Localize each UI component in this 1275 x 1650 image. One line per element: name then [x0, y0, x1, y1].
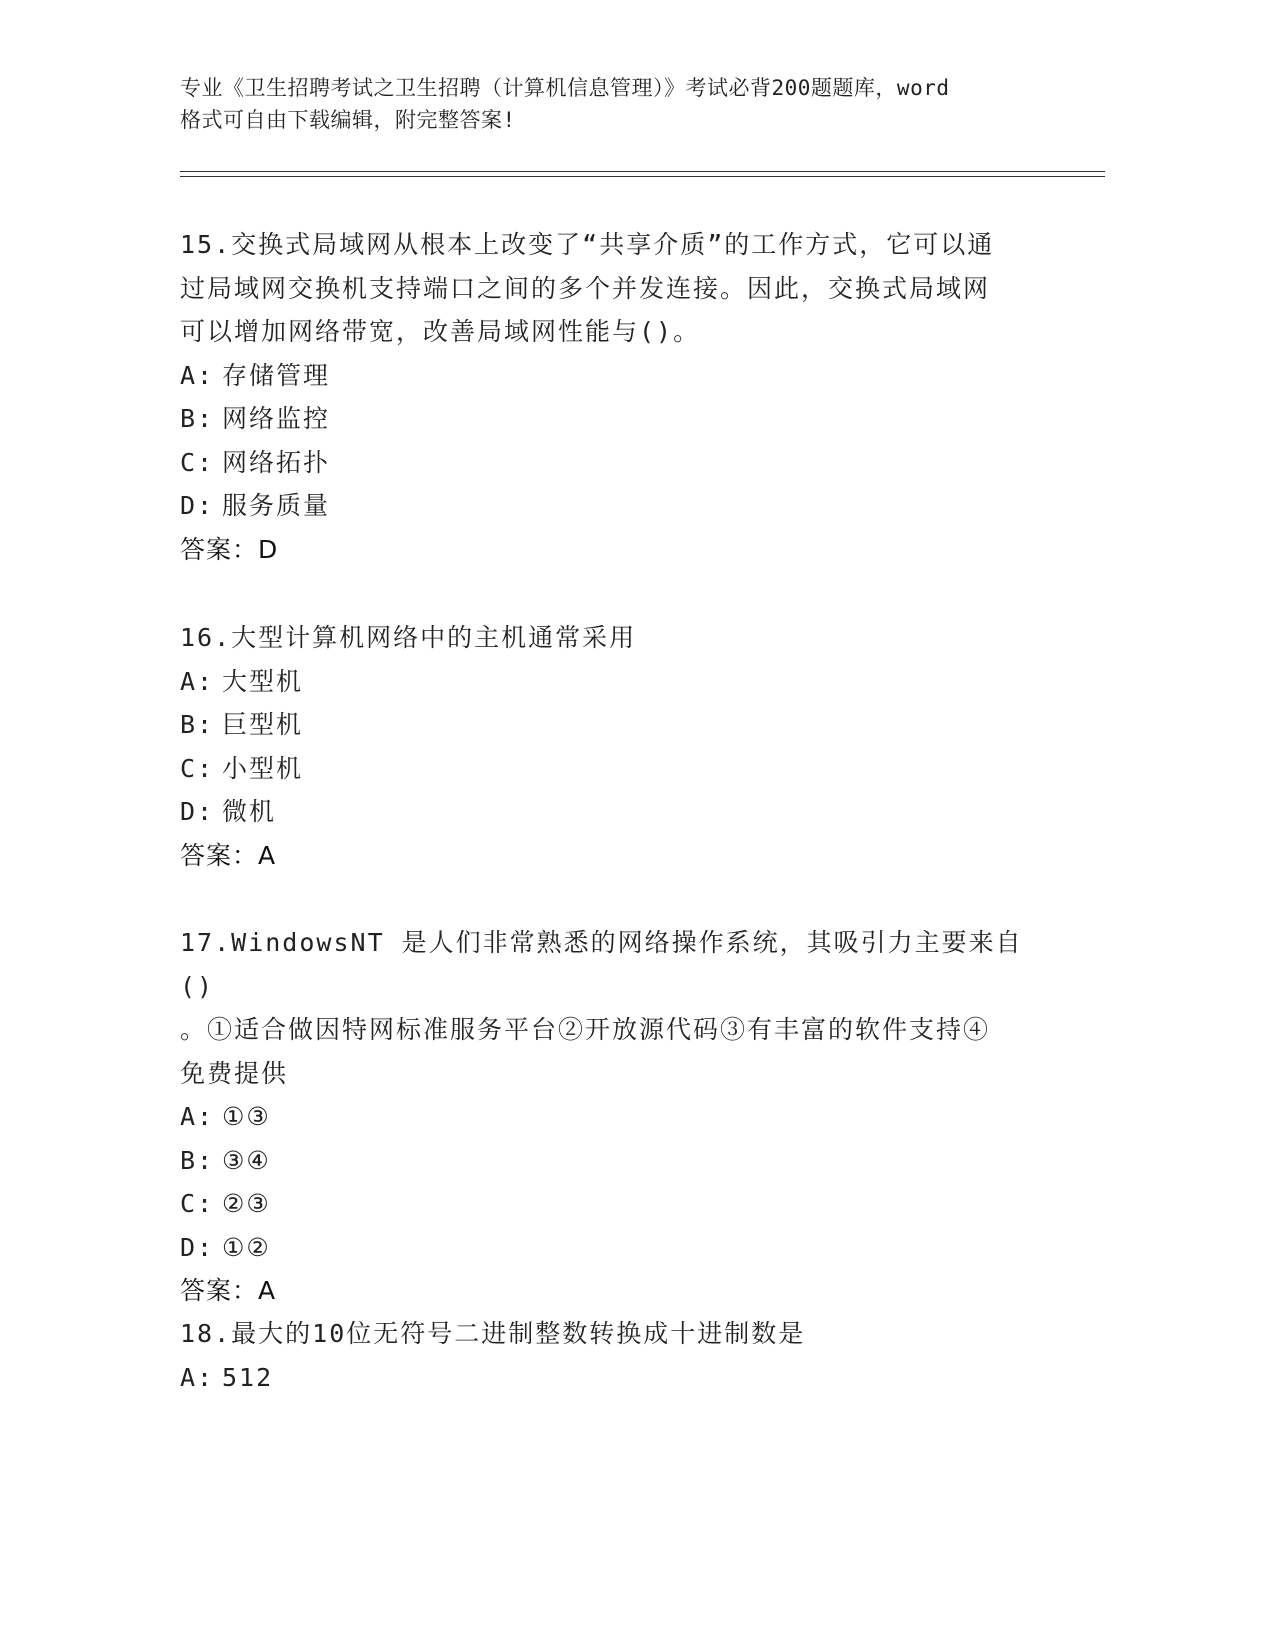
option-text: ①② [222, 1232, 271, 1262]
question-text [180, 616, 1040, 660]
option-text: ②③ [222, 1189, 271, 1218]
option-letter: A: [180, 1362, 215, 1392]
question-text [180, 223, 1040, 267]
option-b [180, 703, 1040, 747]
header-divider-bottom [180, 176, 1105, 177]
option-text: 服务质量 [222, 491, 331, 520]
option-text: 网络监控 [222, 404, 331, 433]
option-text: 微机 [222, 797, 277, 826]
question-line-3: 免费提供 [180, 1058, 289, 1088]
option-a [180, 660, 1040, 704]
question-17 [180, 921, 1040, 1313]
option-text: 小型机 [222, 753, 304, 783]
answer-line: 答案：D [180, 534, 279, 564]
question-line-2: 。①适合做因特网标准服务平台②开放源代码③有丰富的软件支持④ [180, 1015, 991, 1044]
option-c [180, 747, 1040, 791]
option-letter: A: [180, 360, 215, 390]
option-a [180, 1095, 1040, 1139]
document-header [180, 72, 1060, 136]
header-divider-top [180, 171, 1105, 172]
answer-line: 答案：A [180, 1276, 277, 1305]
question-line-1: WindowsNT 是人们非常熟悉的网络操作系统，其吸引力主要来自() [180, 928, 1023, 1001]
question-number: 17. [180, 928, 232, 957]
question-text [180, 921, 1040, 1008]
option-text: 512 [222, 1362, 274, 1392]
option-letter: B: [180, 710, 215, 739]
option-b [180, 397, 1040, 441]
question-number: 15. [180, 230, 232, 259]
question-line-1: 交换式局域网从根本上改变了“共享介质”的工作方式，它可以通 [231, 230, 995, 259]
option-letter: D: [180, 1232, 215, 1262]
option-letter: D: [180, 491, 215, 520]
option-letter: A: [180, 1102, 215, 1131]
question-number: 16. [180, 623, 232, 652]
option-letter: D: [180, 797, 215, 826]
option-b [180, 1139, 1040, 1183]
option-c [180, 1182, 1040, 1226]
question-line-2: 过局域网交换机支持端口之间的多个并发连接。因此，交换式局域网 [180, 273, 991, 303]
option-text: 存储管理 [222, 360, 331, 390]
option-text: 大型机 [222, 666, 304, 696]
option-a [180, 1356, 1040, 1400]
question-18 [180, 1312, 1040, 1399]
option-d [180, 484, 1040, 528]
answer-line: 答案：A [180, 840, 277, 870]
option-letter: B: [180, 1145, 215, 1175]
option-a [180, 354, 1040, 398]
header-line-2: 格式可自由下载编辑，附完整答案! [180, 108, 516, 132]
question-line-1: 最大的10位无符号二进制整数转换成十进制数是 [231, 1319, 806, 1348]
option-text: 巨型机 [222, 710, 304, 739]
option-d [180, 1226, 1040, 1270]
option-letter: C: [180, 1189, 215, 1218]
question-text [180, 1312, 1040, 1356]
option-text: 网络拓扑 [222, 447, 331, 477]
option-letter: C: [180, 447, 215, 477]
option-text: ①③ [222, 1102, 271, 1131]
option-letter: C: [180, 753, 215, 783]
option-d [180, 790, 1040, 834]
question-number: 18. [180, 1319, 232, 1348]
question-16 [180, 616, 1040, 877]
question-line-1: 大型计算机网络中的主机通常采用 [231, 623, 637, 652]
option-text: ③④ [222, 1145, 271, 1175]
option-c [180, 441, 1040, 485]
option-letter: A: [180, 666, 215, 696]
header-line-1: 专业《卫生招聘考试之卫生招聘（计算机信息管理）》考试必背200题题库，word [180, 76, 950, 100]
question-15 [180, 223, 1040, 571]
option-letter: B: [180, 404, 215, 433]
question-line-3: 可以增加网络带宽，改善局域网性能与()。 [180, 317, 701, 346]
